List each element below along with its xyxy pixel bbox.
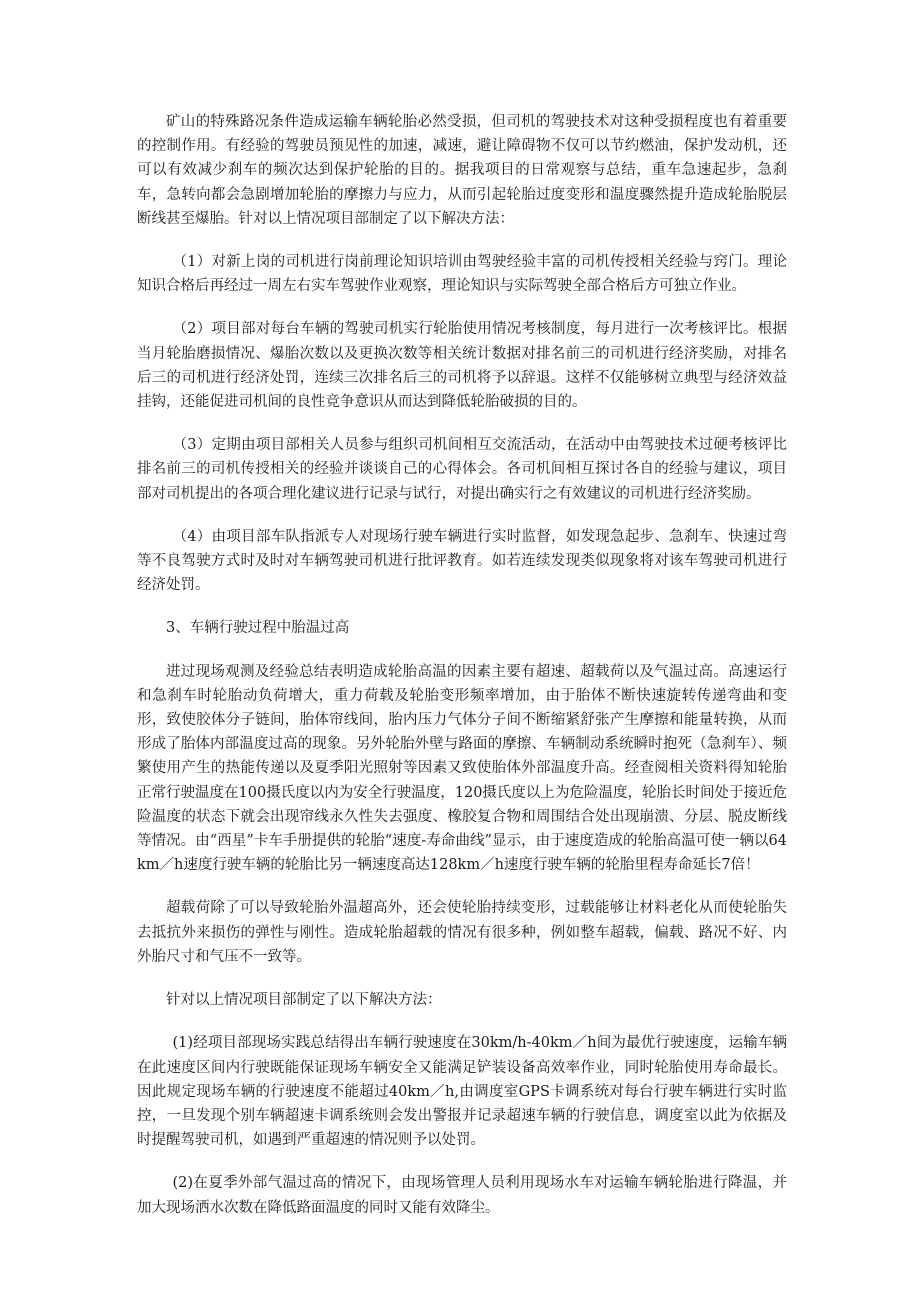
measure-1-paragraph: （1）对新上岗的司机进行岗前理论知识培训由驾驶经验丰富的司机传授相关经验与窍门。理论知识合格后再经过一周左右实车驾驶作业观察，理论知识与实际驾驶全部合格后方可独立作业。 (137, 254, 787, 295)
solution-1-paragraph: (1)经项目部现场实践总结得出车辆行驶速度在30km/h-40km／h间为最优行驶速度，运输车辆在此速度区间内行驶既能保证现场车辆安全又能满足铲装设备高效率作业，同时轮胎使用寿命最长。因此规定现场车辆的行驶速度不能超过40km／h,由调度室GPS卡调系统对每台行驶车辆进行实时监控，一旦发现个别车辆超速卡调系统则会发出警报并记录超速车辆的行驶信息，调度室以此为依据及时提醒驾驶司机，如遇到严重超速的情况则予以处罚。 (137, 1035, 787, 1149)
document-page (137, 110, 787, 1239)
measure-4-paragraph: （4）由项目部车队指派专人对现场行驶车辆进行实时监督，如发现急起步、急刹车、快速过弯等不良驾驶方式时及时对车辆驾驶司机进行批评教育。如若连续发现类似现象将对该车驾驶司机进行经济处罚。 (137, 528, 787, 594)
overload-paragraph: 超载荷除了可以导致轮胎外温超高外，还会使轮胎持续变形，过载能够让材料老化从而使轮胎失去抵抗外来损伤的弹性与刚性。造成轮胎超载的情况有很多种，例如整车超载，偏载、路况不好、内外胎尺寸和气压不一致等。 (137, 900, 787, 965)
solution-2-paragraph: (2)在夏季外部气温过高的情况下，由现场管理人员利用现场水车对运输车辆轮胎进行降温，并加大现场洒水次数在降低路面温度的同时又能有效降尘。 (137, 1175, 787, 1216)
measure-3-paragraph: （3）定期由项目部相关人员参与组织司机间相互交流活动，在活动中由驾驶技术过硬考核评比排名前三的司机传授相关的经验并谈谈自己的心得体会。各司机间相互探讨各自的经验与建议，项目部对司机提出的各项合理化建议进行记录与试行，对提出确实行之有效建议的司机进行经济奖励。 (137, 437, 787, 502)
section-heading-3: 3、车辆行驶过程中胎温过高 (166, 620, 350, 637)
tire-temperature-paragraph: 进过现场观测及经验总结表明造成轮胎高温的因素主要有超速、超载荷以及气温过高。高速运行和急刹车时轮胎动负荷增大，重力荷载及轮胎变形频率增加，由于胎体不断快速旋转传递弯曲和变形，致使胶体分子链间，胎体帘线间，胎内压力气体分子间不断缩紧舒张产生摩擦和能量转换，从而形成了胎体内部温度过高的现象。另外轮胎外壁与路面的摩擦、车辆制动系统瞬时抱死（急刹车）、频繁使用产生的热能传递以及夏季阳光照射等因素又致使胎体外部温度升高。经查阅相关资料得知轮胎正常行驶温度在100摄氏度以内为安全行驶温度，120摄氏度以上为危险温度，轮胎长时间处于接近危险温度的状态下就会出现帘线永久性失去强度、橡胶复合物和周围结合处出现崩溃、分层、脱皮断线等情况。由“西星”卡车手册提供的轮胎“速度-寿命曲线”显示，由于速度造成的轮胎高温可使一辆以64km／h速度行驶车辆的轮胎比另一辆速度高达128km／h速度行驶车辆的轮胎里程寿命延长7倍！ (137, 663, 787, 874)
solutions-intro-paragraph: 针对以上情况项目部制定了以下解决方法： (166, 992, 442, 1009)
intro-paragraph: 矿山的特殊路况条件造成运输车辆轮胎必然受损，但司机的驾驶技术对这种受损程度也有着重要的控制作用。有经验的驾驶员预见性的加速，减速，避让障碍物不仅可以节约燃油，保护发动机，还可以有效减少刹车的频次达到保护轮胎的目的。据我项目的日常观察与总结，重车急速起步，急刹车，急转向都会急剧增加轮胎的摩擦力与应力，从而引起轮胎过度变形和温度骤然提升造成轮胎脱层断线甚至爆胎。针对以上情况项目部制定了以下解决方法： (137, 114, 787, 227)
measure-2-paragraph: （2）项目部对每台车辆的驾驶司机实行轮胎使用情况考核制度，每月进行一次考核评比。根据当月轮胎磨损情况、爆胎次数以及更换次数等相关统计数据对排名前三的司机进行经济奖励，对排名后三的司机进行经济处罚，连续三次排名后三的司机将予以辞退。这样不仅能够树立典型与经济效益挂钩，还能促进司机间的良性竞争意识从而达到降低轮胎破损的目的。 (137, 321, 787, 411)
